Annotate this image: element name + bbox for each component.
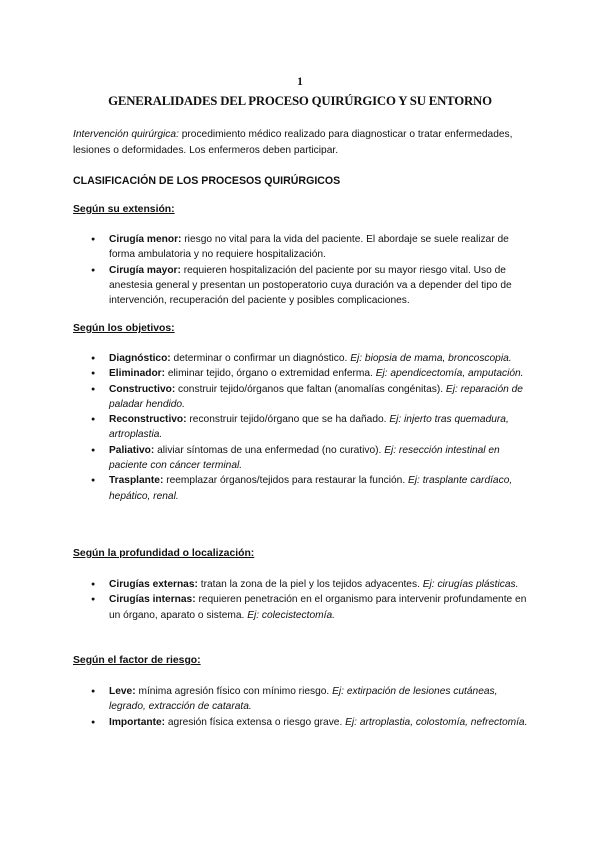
list-item: [73, 366, 533, 381]
list-item: [73, 577, 533, 592]
list-item: [73, 592, 533, 623]
item-text: mínima agresión físico con mínimo riesgo.: [135, 686, 333, 697]
list-item: [73, 715, 533, 730]
item-example: Ej: extirpación de lesiones cutáneas, legrado, extracción de catarata.: [109, 686, 498, 713]
item-example: Ej: injerto tras quemadura, artroplastia.: [109, 414, 509, 441]
item-example: Ej: biopsia de mama, broncoscopia.: [350, 353, 512, 364]
item-text: aliviar síntomas de una enfermedad (no curativo).: [154, 444, 385, 456]
item-text: determinar o confirmar un diagnóstico.: [170, 353, 351, 364]
risk-list: [73, 684, 533, 730]
list-item: [73, 382, 533, 413]
item-label: Eliminador:: [109, 368, 166, 380]
intro-term: Intervención quirúrgica:: [73, 129, 179, 140]
item-text: eliminar tejido, órgano o extremidad enferma.: [165, 368, 376, 380]
intro-text: procedimiento médico realizado para diagnosticar o tratar enfermedades, lesiones o deformidades. Los enfermeros deben participar.: [73, 129, 513, 156]
list-item: [73, 351, 533, 366]
list-item: [73, 263, 533, 309]
item-label: Leve:: [109, 686, 136, 697]
item-text: requieren penetración en el organismo para intervenir profundamente en un órgano, aparato o sistema.: [109, 594, 527, 621]
list-item: [73, 443, 533, 474]
item-text: riesgo no vital para la vida del paciente. El abordaje se suele realizar de forma ambulatoria y no requiere hospitalización.: [109, 234, 509, 261]
item-example: Ej: resección intestinal en paciente con cáncer terminal.: [109, 444, 500, 472]
item-example: Ej: apendicectomía, amputación.: [375, 368, 524, 380]
item-example: Ej: colecistectomía.: [247, 609, 335, 621]
item-example: Ej: reparación de paladar hendido.: [109, 383, 523, 410]
item-label: Cirugía mayor:: [109, 264, 181, 276]
item-label: Cirugías internas:: [109, 594, 196, 606]
page-title: GENERALIDADES DEL PROCESO QUIRÚRGICO Y SU ENTORNO: [108, 94, 492, 108]
extension-list: [73, 232, 533, 308]
item-label: Cirugía menor:: [109, 234, 182, 245]
list-item: [73, 473, 533, 504]
item-label: Diagnóstico:: [109, 353, 171, 364]
item-text: agresión física extensa o riesgo grave.: [165, 716, 346, 728]
item-label: Paliativo:: [109, 444, 155, 456]
item-text: reconstruir tejido/órgano que se ha dañado.: [186, 414, 390, 426]
objectives-list: [73, 351, 533, 504]
depth-list: [73, 577, 533, 623]
item-example: Ej: trasplante cardíaco, hepático, renal.: [109, 475, 513, 502]
list-item: [73, 412, 533, 443]
item-label: Reconstructivo:: [109, 414, 187, 426]
item-label: Cirugías externas:: [109, 579, 198, 590]
section-heading-extension: Según su extensión:: [73, 204, 175, 215]
item-text: requieren hospitalización del paciente por su mayor riesgo vital. Uso de anestesia general y presentan un postoperatorio cuya duración va a depender del tipo de intervención, recuperación del paciente y posibles complicaciones.: [109, 264, 512, 307]
section-heading-objectives: Según los objetivos:: [73, 323, 175, 334]
item-label: Trasplante:: [109, 475, 164, 487]
item-text: tratan la zona de la piel y los tejidos adyacentes.: [197, 579, 423, 590]
page-number: 1: [297, 76, 303, 88]
list-item: [73, 684, 533, 715]
intro-paragraph: [73, 127, 533, 158]
item-text: reemplazar órganos/tejidos para restaurar la función.: [163, 475, 408, 487]
list-item: [73, 232, 533, 263]
section-heading-risk: Según el factor de riesgo:: [73, 655, 201, 666]
item-example: Ej: cirugías plásticas.: [422, 579, 519, 590]
item-label: Importante:: [109, 716, 166, 728]
classification-heading: CLASIFICACIÓN DE LOS PROCESOS QUIRÚRGICOS: [73, 175, 341, 187]
item-example: Ej: artroplastia, colostomía, nefrectomía.: [345, 716, 528, 728]
item-label: Constructivo:: [109, 383, 176, 395]
section-heading-depth: Según la profundidad o localización:: [73, 548, 255, 559]
item-text: construir tejido/órganos que faltan (anomalías congénitas).: [175, 383, 446, 395]
